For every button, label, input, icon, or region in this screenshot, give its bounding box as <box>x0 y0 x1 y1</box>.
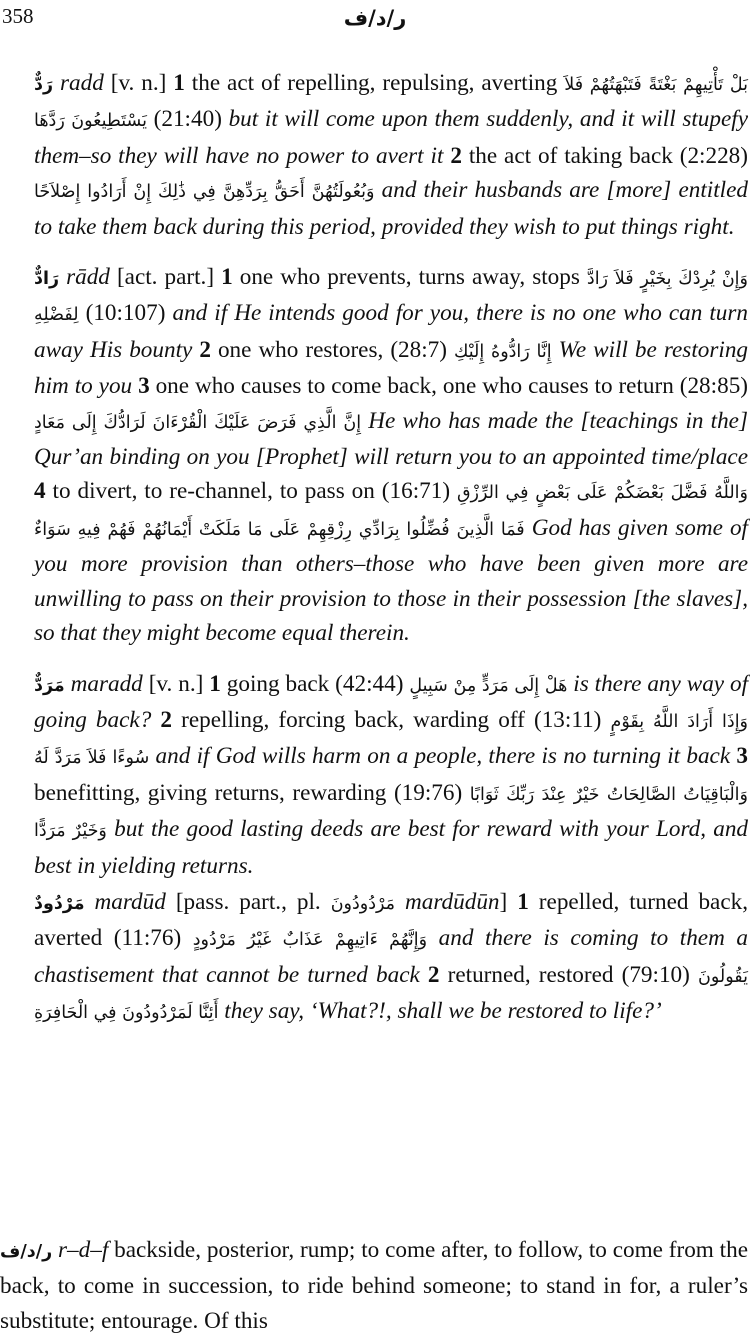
entry-grammar: [act. part.] <box>116 264 215 291</box>
quran-quote-arabic: هَلْ إِلَى مَرَدٍّ مِنْ سَبِيلٍ <box>409 675 568 696</box>
sense-number: 2 <box>450 142 462 169</box>
entry-maradd <box>34 667 748 883</box>
translation-italic: is there any way of going back? <box>34 670 749 733</box>
page-number: 358 <box>2 4 34 28</box>
sense-number: 3 <box>138 373 150 400</box>
definition-text: the act of repelling, repulsing, averting <box>184 70 565 96</box>
sense-number: 2 <box>199 336 211 363</box>
root-entry-r-d-f <box>0 1233 748 1338</box>
translation-italic: We will be restoring him to you <box>34 336 749 400</box>
definition-text: the act of taking back (2:228) <box>461 142 748 169</box>
entry-grammar: [v. n.] <box>148 670 204 697</box>
translation-italic: and if God wills harm on a people, there is no turning it back <box>149 743 737 770</box>
sense-number: 1 <box>173 70 185 96</box>
definition-text: (21:40) <box>146 106 229 133</box>
quran-quote-arabic: إِنَّا رَادُّوهُ إِلَيْكِ <box>454 341 552 362</box>
entry-radd-active-participle <box>34 260 748 650</box>
entry-body <box>34 671 748 879</box>
root-definition: backside, posterior, rump; to come after, to follow, to come from the back, to come in succession, to ride behind someone; to stand in for, a ruler’s substitute; entourage. Of this <box>0 1237 749 1334</box>
definition-text: going back (42:44) <box>220 670 410 697</box>
sense-number: 3 <box>736 743 748 770</box>
translation-italic: they say, ‘What?!, shall we be restored to life?’ <box>218 998 662 1025</box>
entry-headword-arabic: رَادٌّ <box>34 269 60 290</box>
translation-italic: God has given some of you more provision than others–those who have been given more are unwilling to pass on their provision to those in their possession [the slaves], so that they might become equal therein. <box>34 514 748 647</box>
sense-number: 2 <box>427 961 440 988</box>
quran-quote-arabic: يَقُولُونَ أَئِنَّا لَمَرْدُودُونَ فِي الْحَافِرَةِ <box>34 966 748 1024</box>
definition-text: ] <box>499 888 518 915</box>
quran-quote-arabic: وَإِنَّهُمْ ءَاتِيهِمْ عَذَابٌ غَيْرُ مَرْدُودٍ <box>192 930 428 951</box>
quran-quote-arabic: وَالْبَاقِيَاتُ الصَّالِحَاتُ خَيْرٌ عِنْدَ رَبِّكَ ثَوَابًا وَخَيْرٌ مَرَدًّا <box>34 784 748 842</box>
translation-italic: mardūdūn <box>405 888 500 915</box>
sense-number: 1 <box>209 670 221 697</box>
entry-headword-arabic: مَرْدُودٌ <box>34 893 85 914</box>
entry-mardud <box>34 885 748 1031</box>
sense-number: 1 <box>221 264 233 291</box>
entry-body <box>34 264 748 646</box>
running-head: ر/د/ف <box>343 6 407 30</box>
definition-text: returned, restored (79:10) <box>439 961 698 988</box>
quran-quote-arabic: بَلْ تَأْتِيهِمْ بَغْتَةً فَتَبْهَتُهُمْ فَلاَ يَسْتَطِيعُونَ رَدَّهَا <box>34 75 748 132</box>
entry-grammar: [pass. part., pl. <box>175 888 331 915</box>
sense-number: 2 <box>160 706 172 733</box>
definition-text: (10:107) <box>78 300 173 327</box>
quran-quote-arabic: وَإِنْ يُرِدْكَ بِخَيْرٍ فَلاَ رَادَّ لِفَضْلِهِ <box>34 269 748 326</box>
quran-quote-arabic: وَإِذَا أَرَادَ اللَّهُ بِقَوْمٍ سُوءًا فَلاَ مَرَدَّ لَهُ <box>34 711 749 769</box>
sense-number: 4 <box>34 478 46 505</box>
entry-transliteration: mardūd <box>94 888 166 915</box>
dictionary-content <box>34 66 748 1031</box>
quran-quote-arabic: إِنَّ الَّذِي فَرَضَ عَلَيْكَ الْقُرْءَانَ لَرَادُّكَ إِلَى مَعَادٍ <box>34 412 362 433</box>
translation-italic: but the good lasting deeds are best for reward with your Lord, and best in yielding returns. <box>34 816 749 879</box>
definition-text: one who restores, (28:7) <box>210 336 455 363</box>
entry-headword-arabic: مَرَدٌّ <box>34 675 65 696</box>
translation-italic: He who has made the [teachings in the] Qur’an binding on you [Prophet] will return you to an appointed time/place <box>34 407 749 471</box>
entry-radd <box>34 66 748 244</box>
definition-text: benefitting, giving returns, rewarding (19:76) <box>34 779 470 806</box>
translation-italic: and there is coming to them a chastisement that cannot be turned back <box>34 925 748 988</box>
definition-text <box>395 889 405 915</box>
translation-italic: but it will come upon them suddenly, and it will stupefy them–so they will have no power to avert it <box>34 106 748 169</box>
root-transliteration: r–d–f <box>58 1237 109 1263</box>
definition-text: one who prevents, turns away, stops <box>232 264 587 291</box>
definition-text: repelled, turned back, averted (11:76) <box>34 888 749 952</box>
definition-text: repelling, forcing back, warding off (13:11) <box>172 706 611 733</box>
root-headword-arabic: ر/د/ف <box>0 1242 53 1262</box>
definition-text: to divert, to re-channel, to pass on (16:71) <box>45 478 457 505</box>
entry-transliteration: radd <box>59 70 104 96</box>
sense-number: 1 <box>517 888 529 915</box>
definition-text: one who causes to come back, one who causes to return (28:85) <box>149 373 749 400</box>
entry-transliteration: rādd <box>66 264 110 291</box>
quran-quote-arabic: وَاللَّهُ فَضَّلَ بَعْضَكُمْ عَلَى بَعْضٍ فِي الرِّزْقِ فَمَا الَّذِينَ فُضِّلُوا بِرَادِّي رِزْقِهِمْ عَلَى مَا مَلَكَتْ أَيْمَانُهُمْ فَهُمْ فِيهِ سَوَاءٌ <box>34 483 748 540</box>
translation-italic: and their husbands are [more] entitled to take them back during this period, provided they wish to put things right. <box>34 177 748 240</box>
entry-headword-arabic: رَدٌّ <box>34 75 54 95</box>
quran-quote-arabic: وَبُعُولَتُهُنَّ أَحَقُّ بِرَدِّهِنَّ فِي ذَٰلِكَ إِنْ أَرَادُوا إِصْلاَحًا <box>34 182 375 203</box>
entry-transliteration: maradd <box>70 670 143 697</box>
entry-grammar: [v. n.] <box>110 70 167 96</box>
translation-italic: and if He intends good for you, there is no one who can turn away His bounty <box>34 300 748 363</box>
quran-quote-arabic: مَرْدُودُونَ <box>330 893 396 914</box>
